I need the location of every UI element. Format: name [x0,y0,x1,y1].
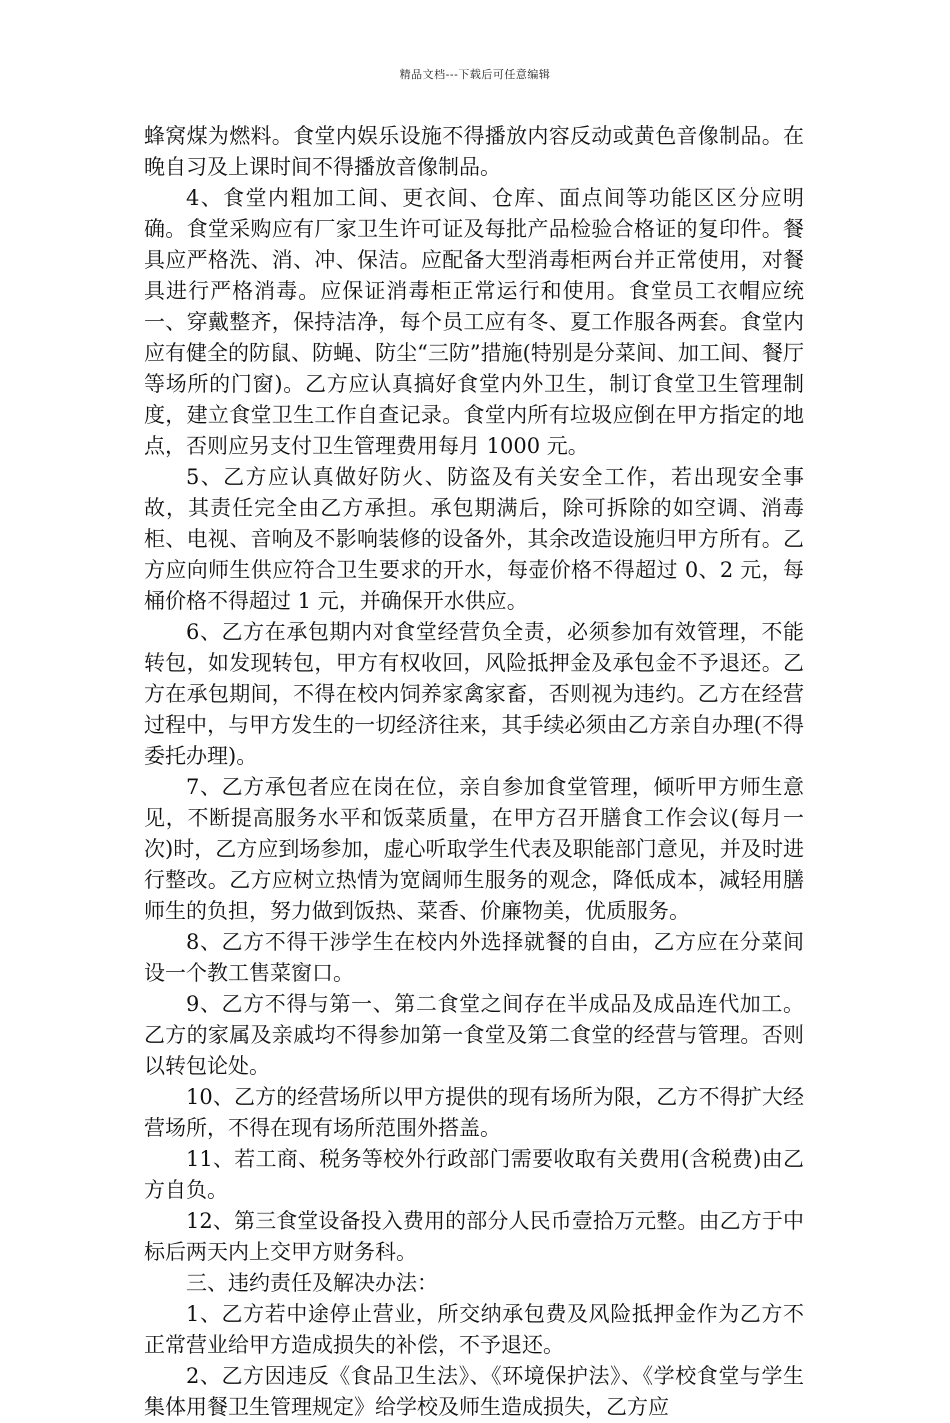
section-heading-breach: 三、违约责任及解决办法： [186,1271,438,1295]
paragraph-item-10: 10、乙方的经营场所以甲方提供的现有场所为限，乙方不得扩大经营场所，不得在现有场所范围外搭盖。 [144,1085,804,1140]
paragraph-breach-2: 2、乙方因违反《食品卫生法》、《环境保护法》、《学校食堂与学生集体用餐卫生管理规定》给学校及师生造成损失，乙方应 [144,1364,804,1419]
paragraph-item-8: 8、乙方不得干涉学生在校内外选择就餐的自由，乙方应在分菜间设一个教工售菜窗口。 [144,930,804,985]
paragraph-item-4: 4、食堂内粗加工间、更衣间、仓库、面点间等功能区区分应明确。食堂采购应有厂家卫生许可证及每批产品检验合格证的复印件。餐具应严格洗、消、冲、保洁。应配备大型消毒柜两台并正常使用，对餐具进行严格消毒。应保证消毒柜正常运行和使用。食堂员工衣帽应统一、穿戴整齐，保持洁净，每个员工应有冬、夏工作服各两套。食堂内应有健全的防鼠、防蝇、防尘“三防”措施(特别是分菜间、加工间、餐厅等场所的门窗)。乙方应认真搞好食堂内外卫生，制订食堂卫生管理制度，建立食堂卫生工作自查记录。食堂内所有垃圾应倒在甲方指定的地点，否则应另支付卫生管理费用每月 1000 元。 [144,186,804,458]
paragraph-item-11: 11、若工商、税务等校外行政部门需要收取有关费用(含税费)由乙方自负。 [144,1147,804,1202]
page-header: 精品文档---下载后可任意编辑 [399,68,551,81]
paragraph-item-7: 7、乙方承包者应在岗在位，亲自参加食堂管理，倾听甲方师生意见，不断提高服务水平和饭菜质量，在甲方召开膳食工作会议(每月一次)时，乙方应到场参加，虚心听取学生代表及职能部门意见，并及时进行整改。乙方应树立热情为宽阔师生服务的观念，降低成本，减轻用膳师生的负担，努力做到饭热、菜香、价廉物美，优质服务。 [144,775,804,923]
document-body [144,121,804,1423]
paragraph-item-12: 12、第三食堂设备投入费用的部分人民币壹拾万元整。由乙方于中标后两天内上交甲方财务科。 [144,1209,804,1264]
paragraph-item-5: 5、乙方应认真做好防火、防盗及有关安全工作，若出现安全事故，其责任完全由乙方承担。承包期满后，除可拆除的如空调、消毒柜、电视、音响及不影响装修的设备外，其余改造设施归甲方所有。乙方应向师生供应符合卫生要求的开水，每壶价格不得超过 0、2 元，每桶价格不得超过 1 元，并确保开水供应。 [144,465,804,613]
paragraph-item-9: 9、乙方不得与第一、第二食堂之间存在半成品及成品连代加工。乙方的家属及亲戚均不得参加第一食堂及第二食堂的经营与管理。否则以转包论处。 [144,992,804,1078]
paragraph-continuation: 蜂窝煤为燃料。食堂内娱乐设施不得播放内容反动或黄色音像制品。在晚自习及上课时间不得播放音像制品。 [144,124,804,179]
paragraph-item-6: 6、乙方在承包期内对食堂经营负全责，必须参加有效管理，不能转包，如发现转包，甲方有权收回，风险抵押金及承包金不予退还。乙方在承包期间，不得在校内饲养家禽家畜，否则视为违约。乙方在经营过程中，与甲方发生的一切经济往来，其手续必须由乙方亲自办理(不得委托办理)。 [144,620,804,768]
paragraph-breach-1: 1、乙方若中途停止营业，所交纳承包费及风险抵押金作为乙方不正常营业给甲方造成损失的补偿，不予退还。 [144,1302,804,1357]
